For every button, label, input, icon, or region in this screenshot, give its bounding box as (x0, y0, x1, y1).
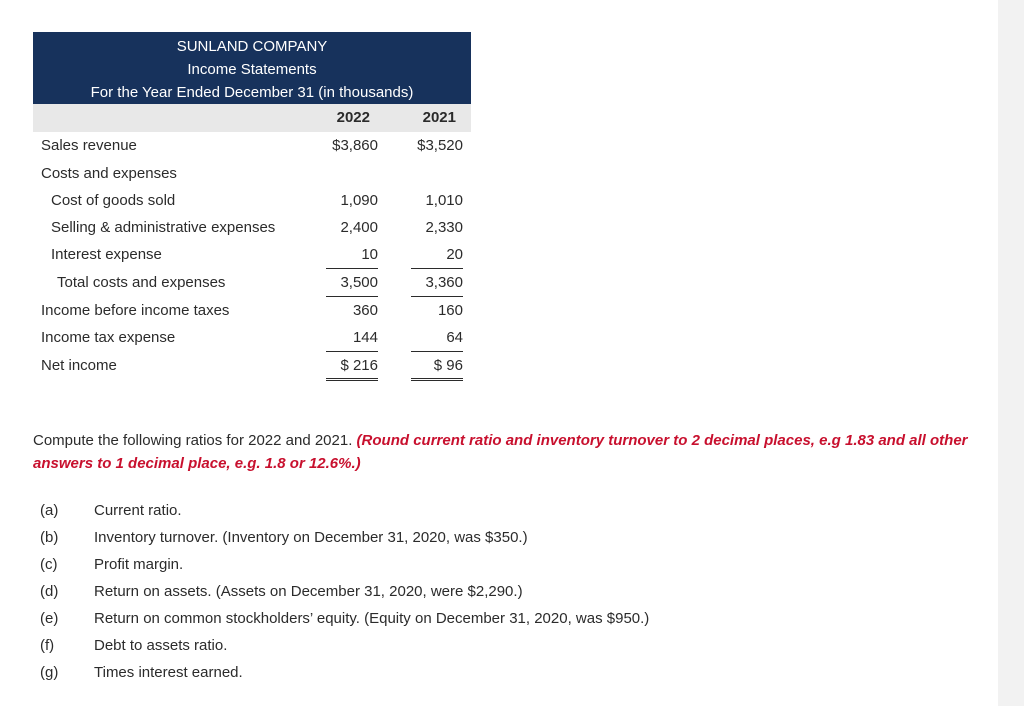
statement-body (33, 132, 471, 412)
underline (411, 351, 463, 352)
row-interest-expense: Interest expense 10 20 (51, 246, 463, 263)
underline (411, 268, 463, 269)
double-underline (326, 378, 378, 381)
instructions (33, 429, 983, 475)
statement-header (33, 32, 471, 104)
underline (326, 296, 378, 297)
question-letter: (c) (40, 556, 58, 573)
question-text: Current ratio. (94, 502, 182, 519)
page-edge (998, 0, 1024, 706)
row-total-costs: Total costs and expenses 3,500 3,360 (57, 274, 463, 291)
underline (326, 351, 378, 352)
row-income-tax-expense: Income tax expense 144 64 (41, 329, 463, 346)
question-letter: (b) (40, 529, 59, 546)
question-letter: (e) (40, 610, 59, 627)
question-text: Inventory turnover. (Inventory on December 31, 2020, was $350.) (94, 529, 528, 546)
company-name: SUNLAND COMPANY (176, 38, 328, 55)
year-header-row (33, 104, 471, 132)
question-text: Profit margin. (94, 556, 184, 573)
income-statement (33, 32, 471, 412)
question-text: Debt to assets ratio. (94, 637, 228, 654)
row-cost-of-goods-sold: Cost of goods sold 1,090 1,010 (51, 192, 463, 209)
row-net-income: Net income $ 216 $ 96 (41, 357, 463, 374)
rounding-note: (Round current ratio and inventory turnover to 2 decimal places, e.g 1.83 and all other answers to 1 decimal place, e.g. 1.8 or 12.6%.) (33, 432, 968, 472)
question-letter: (d) (40, 583, 59, 600)
year-2021: 2021 (422, 109, 456, 126)
question-letter: (f) (40, 637, 55, 654)
row-selling-admin: Selling & administrative expenses 2,400 2,330 (51, 219, 463, 236)
statement-title: Income Statements (187, 61, 317, 78)
question-letter: (a) (40, 502, 59, 519)
year-2022: 2022 (336, 109, 370, 126)
underline (411, 296, 463, 297)
row-sales-revenue: Sales revenue $3,860 $3,520 (41, 137, 463, 154)
row-income-before-taxes: Income before income taxes 360 160 (41, 302, 463, 319)
statement-period: For the Year Ended December 31 (in thousands) (90, 84, 414, 101)
question-text: Return on assets. (Assets on December 31, 2020, were $2,290.) (94, 583, 523, 600)
underline (326, 268, 378, 269)
question-text: Times interest earned. (94, 664, 243, 681)
row-costs-and-expenses: Costs and expenses (41, 165, 177, 182)
question-letter: (g) (40, 664, 59, 681)
double-underline (411, 378, 463, 381)
instructions-text: Compute the following ratios for 2022 and 2021. (33, 432, 357, 449)
question-text: Return on common stockholders’ equity. (Equity on December 31, 2020, was $950.) (94, 610, 650, 627)
